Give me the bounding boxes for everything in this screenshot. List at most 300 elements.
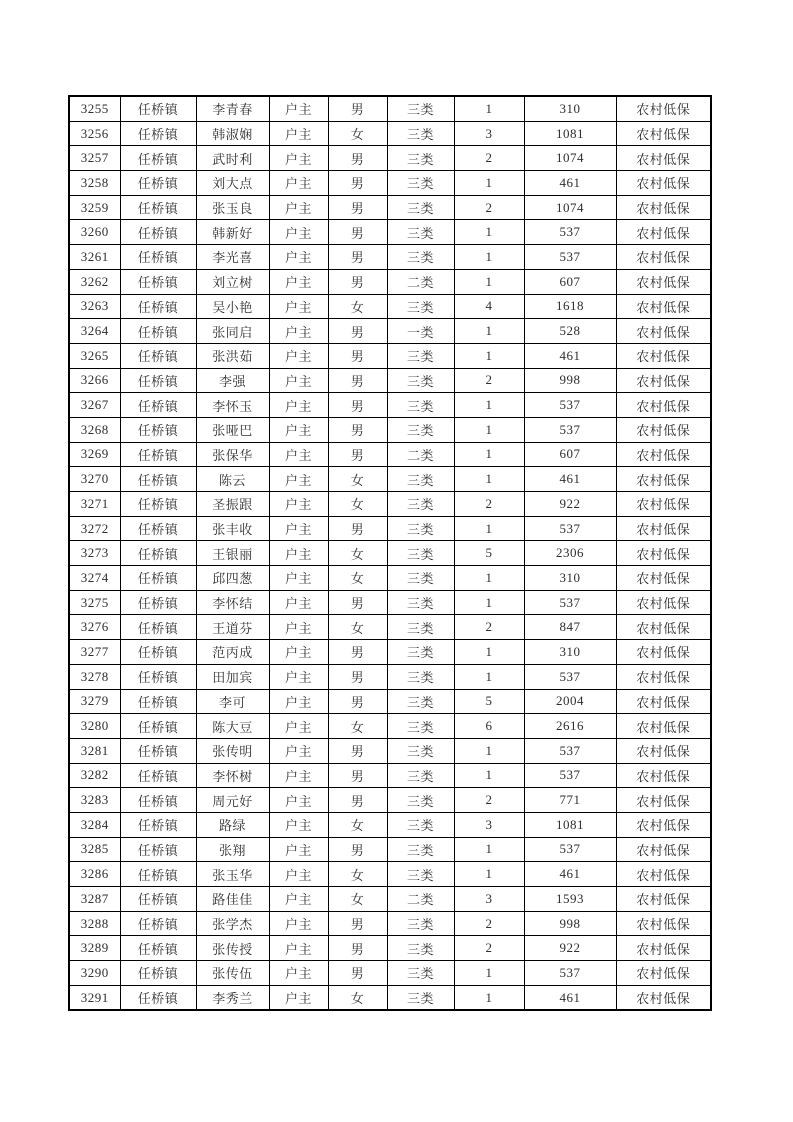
cell-aid_type: 农村低保 [616, 985, 711, 1010]
cell-gender: 男 [328, 788, 387, 813]
cell-relation: 户主 [269, 96, 328, 121]
cell-category: 三类 [387, 294, 454, 319]
table-row [69, 985, 711, 1010]
table-row [69, 566, 711, 591]
cell-persons: 5 [454, 689, 524, 714]
benefits-table [68, 95, 712, 1011]
cell-relation: 户主 [269, 294, 328, 319]
cell-town: 任桥镇 [120, 911, 196, 936]
cell-relation: 户主 [269, 220, 328, 245]
cell-aid_type: 农村低保 [616, 862, 711, 887]
cell-town: 任桥镇 [120, 763, 196, 788]
cell-persons: 2 [454, 492, 524, 517]
cell-persons: 3 [454, 121, 524, 146]
cell-category: 三类 [387, 195, 454, 220]
table-row [69, 738, 711, 763]
cell-id: 3263 [69, 294, 120, 319]
cell-town: 任桥镇 [120, 417, 196, 442]
cell-aid_type: 农村低保 [616, 812, 711, 837]
cell-town: 任桥镇 [120, 837, 196, 862]
cell-name: 张传授 [196, 936, 269, 961]
table-row [69, 936, 711, 961]
cell-relation: 户主 [269, 590, 328, 615]
cell-persons: 2 [454, 615, 524, 640]
cell-relation: 户主 [269, 492, 328, 517]
cell-persons: 1 [454, 985, 524, 1010]
cell-id: 3277 [69, 640, 120, 665]
cell-persons: 1 [454, 566, 524, 591]
cell-town: 任桥镇 [120, 269, 196, 294]
cell-id: 3260 [69, 220, 120, 245]
cell-gender: 女 [328, 887, 387, 912]
cell-id: 3274 [69, 566, 120, 591]
table-row [69, 442, 711, 467]
cell-id: 3281 [69, 738, 120, 763]
cell-category: 三类 [387, 689, 454, 714]
cell-aid_type: 农村低保 [616, 245, 711, 270]
cell-town: 任桥镇 [120, 887, 196, 912]
cell-amount: 537 [524, 393, 616, 418]
cell-relation: 户主 [269, 368, 328, 393]
cell-id: 3284 [69, 812, 120, 837]
cell-name: 刘大点 [196, 171, 269, 196]
cell-category: 三类 [387, 714, 454, 739]
cell-category: 三类 [387, 985, 454, 1010]
cell-amount: 2306 [524, 541, 616, 566]
cell-relation: 户主 [269, 343, 328, 368]
cell-category: 三类 [387, 541, 454, 566]
cell-relation: 户主 [269, 689, 328, 714]
cell-amount: 2004 [524, 689, 616, 714]
cell-aid_type: 农村低保 [616, 171, 711, 196]
cell-aid_type: 农村低保 [616, 319, 711, 344]
cell-id: 3287 [69, 887, 120, 912]
cell-aid_type: 农村低保 [616, 146, 711, 171]
cell-gender: 男 [328, 368, 387, 393]
cell-persons: 3 [454, 887, 524, 912]
cell-name: 张玉良 [196, 195, 269, 220]
cell-relation: 户主 [269, 417, 328, 442]
cell-category: 三类 [387, 837, 454, 862]
cell-aid_type: 农村低保 [616, 269, 711, 294]
cell-town: 任桥镇 [120, 121, 196, 146]
cell-gender: 男 [328, 146, 387, 171]
cell-id: 3270 [69, 467, 120, 492]
cell-gender: 男 [328, 763, 387, 788]
cell-town: 任桥镇 [120, 788, 196, 813]
cell-relation: 户主 [269, 664, 328, 689]
cell-id: 3258 [69, 171, 120, 196]
table-row [69, 911, 711, 936]
cell-relation: 户主 [269, 837, 328, 862]
cell-aid_type: 农村低保 [616, 294, 711, 319]
cell-town: 任桥镇 [120, 640, 196, 665]
cell-id: 3272 [69, 516, 120, 541]
cell-gender: 女 [328, 714, 387, 739]
cell-aid_type: 农村低保 [616, 541, 711, 566]
cell-amount: 528 [524, 319, 616, 344]
cell-amount: 998 [524, 911, 616, 936]
cell-id: 3290 [69, 961, 120, 986]
cell-name: 张玉华 [196, 862, 269, 887]
cell-name: 张保华 [196, 442, 269, 467]
cell-gender: 男 [328, 516, 387, 541]
cell-town: 任桥镇 [120, 171, 196, 196]
cell-id: 3268 [69, 417, 120, 442]
cell-aid_type: 农村低保 [616, 96, 711, 121]
cell-persons: 1 [454, 640, 524, 665]
cell-amount: 461 [524, 862, 616, 887]
cell-gender: 男 [328, 442, 387, 467]
cell-gender: 男 [328, 171, 387, 196]
cell-relation: 户主 [269, 714, 328, 739]
cell-id: 3264 [69, 319, 120, 344]
table-row [69, 961, 711, 986]
cell-gender: 女 [328, 812, 387, 837]
cell-relation: 户主 [269, 911, 328, 936]
cell-persons: 1 [454, 862, 524, 887]
cell-town: 任桥镇 [120, 714, 196, 739]
table-row [69, 887, 711, 912]
cell-id: 3261 [69, 245, 120, 270]
cell-category: 三类 [387, 343, 454, 368]
table-row [69, 368, 711, 393]
cell-amount: 1074 [524, 195, 616, 220]
cell-gender: 女 [328, 467, 387, 492]
cell-persons: 1 [454, 319, 524, 344]
cell-town: 任桥镇 [120, 541, 196, 566]
cell-persons: 1 [454, 467, 524, 492]
cell-persons: 1 [454, 516, 524, 541]
cell-town: 任桥镇 [120, 590, 196, 615]
table-row [69, 146, 711, 171]
cell-name: 李强 [196, 368, 269, 393]
cell-town: 任桥镇 [120, 738, 196, 763]
cell-name: 李青春 [196, 96, 269, 121]
table-row [69, 343, 711, 368]
cell-persons: 2 [454, 911, 524, 936]
table-row [69, 516, 711, 541]
cell-amount: 1593 [524, 887, 616, 912]
cell-gender: 男 [328, 936, 387, 961]
cell-amount: 461 [524, 171, 616, 196]
cell-category: 三类 [387, 146, 454, 171]
cell-category: 三类 [387, 417, 454, 442]
cell-gender: 女 [328, 985, 387, 1010]
cell-relation: 户主 [269, 121, 328, 146]
cell-town: 任桥镇 [120, 615, 196, 640]
cell-category: 三类 [387, 788, 454, 813]
cell-town: 任桥镇 [120, 319, 196, 344]
cell-relation: 户主 [269, 985, 328, 1010]
cell-aid_type: 农村低保 [616, 961, 711, 986]
cell-amount: 461 [524, 985, 616, 1010]
cell-amount: 310 [524, 566, 616, 591]
cell-amount: 537 [524, 516, 616, 541]
cell-persons: 1 [454, 961, 524, 986]
cell-relation: 户主 [269, 195, 328, 220]
cell-town: 任桥镇 [120, 343, 196, 368]
cell-persons: 1 [454, 417, 524, 442]
cell-category: 三类 [387, 245, 454, 270]
cell-name: 吴小艳 [196, 294, 269, 319]
cell-id: 3255 [69, 96, 120, 121]
cell-id: 3278 [69, 664, 120, 689]
cell-town: 任桥镇 [120, 862, 196, 887]
table-row [69, 96, 711, 121]
cell-name: 王道芬 [196, 615, 269, 640]
cell-gender: 男 [328, 220, 387, 245]
cell-name: 陈大豆 [196, 714, 269, 739]
cell-gender: 男 [328, 319, 387, 344]
cell-relation: 户主 [269, 541, 328, 566]
cell-persons: 2 [454, 788, 524, 813]
cell-gender: 男 [328, 343, 387, 368]
cell-name: 李怀玉 [196, 393, 269, 418]
cell-town: 任桥镇 [120, 985, 196, 1010]
table-row [69, 763, 711, 788]
cell-id: 3271 [69, 492, 120, 517]
cell-id: 3282 [69, 763, 120, 788]
cell-name: 李可 [196, 689, 269, 714]
cell-relation: 户主 [269, 146, 328, 171]
cell-aid_type: 农村低保 [616, 664, 711, 689]
cell-persons: 2 [454, 368, 524, 393]
cell-name: 路佳佳 [196, 887, 269, 912]
table-row [69, 541, 711, 566]
table-row [69, 640, 711, 665]
cell-persons: 1 [454, 664, 524, 689]
cell-category: 三类 [387, 664, 454, 689]
cell-name: 张翔 [196, 837, 269, 862]
cell-category: 三类 [387, 936, 454, 961]
cell-category: 三类 [387, 171, 454, 196]
cell-town: 任桥镇 [120, 368, 196, 393]
cell-amount: 847 [524, 615, 616, 640]
table-row [69, 121, 711, 146]
cell-gender: 男 [328, 911, 387, 936]
cell-id: 3266 [69, 368, 120, 393]
cell-name: 圣振跟 [196, 492, 269, 517]
cell-category: 二类 [387, 269, 454, 294]
cell-relation: 户主 [269, 862, 328, 887]
cell-gender: 女 [328, 566, 387, 591]
cell-category: 三类 [387, 812, 454, 837]
cell-town: 任桥镇 [120, 812, 196, 837]
table-row [69, 812, 711, 837]
cell-category: 一类 [387, 319, 454, 344]
table-row [69, 294, 711, 319]
cell-gender: 男 [328, 195, 387, 220]
cell-id: 3259 [69, 195, 120, 220]
cell-relation: 户主 [269, 788, 328, 813]
cell-id: 3275 [69, 590, 120, 615]
cell-persons: 1 [454, 763, 524, 788]
cell-name: 李光喜 [196, 245, 269, 270]
cell-id: 3262 [69, 269, 120, 294]
cell-name: 李秀兰 [196, 985, 269, 1010]
cell-relation: 户主 [269, 319, 328, 344]
cell-persons: 1 [454, 738, 524, 763]
cell-id: 3286 [69, 862, 120, 887]
cell-persons: 2 [454, 146, 524, 171]
table-row [69, 689, 711, 714]
cell-amount: 922 [524, 492, 616, 517]
cell-id: 3288 [69, 911, 120, 936]
table-row [69, 788, 711, 813]
cell-persons: 1 [454, 393, 524, 418]
cell-town: 任桥镇 [120, 961, 196, 986]
cell-persons: 1 [454, 269, 524, 294]
cell-persons: 3 [454, 812, 524, 837]
cell-gender: 女 [328, 615, 387, 640]
cell-persons: 1 [454, 442, 524, 467]
cell-name: 田加宾 [196, 664, 269, 689]
cell-gender: 男 [328, 664, 387, 689]
cell-gender: 男 [328, 640, 387, 665]
cell-name: 李怀树 [196, 763, 269, 788]
cell-id: 3291 [69, 985, 120, 1010]
cell-name: 韩新好 [196, 220, 269, 245]
cell-aid_type: 农村低保 [616, 343, 711, 368]
cell-aid_type: 农村低保 [616, 837, 711, 862]
cell-relation: 户主 [269, 269, 328, 294]
table-row [69, 664, 711, 689]
cell-id: 3256 [69, 121, 120, 146]
cell-aid_type: 农村低保 [616, 121, 711, 146]
cell-aid_type: 农村低保 [616, 417, 711, 442]
cell-persons: 1 [454, 171, 524, 196]
table-row [69, 615, 711, 640]
cell-aid_type: 农村低保 [616, 516, 711, 541]
cell-id: 3276 [69, 615, 120, 640]
cell-aid_type: 农村低保 [616, 640, 711, 665]
cell-persons: 1 [454, 220, 524, 245]
cell-gender: 女 [328, 121, 387, 146]
cell-town: 任桥镇 [120, 195, 196, 220]
table-row [69, 269, 711, 294]
cell-relation: 户主 [269, 566, 328, 591]
cell-amount: 607 [524, 269, 616, 294]
cell-category: 三类 [387, 393, 454, 418]
cell-name: 张同启 [196, 319, 269, 344]
cell-town: 任桥镇 [120, 516, 196, 541]
cell-category: 三类 [387, 220, 454, 245]
cell-gender: 女 [328, 492, 387, 517]
cell-relation: 户主 [269, 245, 328, 270]
cell-gender: 男 [328, 837, 387, 862]
cell-amount: 1081 [524, 121, 616, 146]
cell-town: 任桥镇 [120, 664, 196, 689]
table-row [69, 319, 711, 344]
cell-persons: 2 [454, 195, 524, 220]
cell-amount: 537 [524, 590, 616, 615]
cell-id: 3279 [69, 689, 120, 714]
cell-aid_type: 农村低保 [616, 689, 711, 714]
cell-id: 3273 [69, 541, 120, 566]
cell-gender: 男 [328, 269, 387, 294]
cell-aid_type: 农村低保 [616, 393, 711, 418]
cell-aid_type: 农村低保 [616, 714, 711, 739]
cell-name: 张传伍 [196, 961, 269, 986]
cell-relation: 户主 [269, 442, 328, 467]
cell-gender: 男 [328, 393, 387, 418]
cell-persons: 1 [454, 245, 524, 270]
table-row [69, 467, 711, 492]
cell-amount: 922 [524, 936, 616, 961]
cell-amount: 1081 [524, 812, 616, 837]
cell-amount: 537 [524, 245, 616, 270]
cell-relation: 户主 [269, 887, 328, 912]
cell-amount: 537 [524, 220, 616, 245]
cell-category: 三类 [387, 516, 454, 541]
cell-id: 3283 [69, 788, 120, 813]
cell-gender: 男 [328, 689, 387, 714]
cell-category: 三类 [387, 368, 454, 393]
cell-gender: 男 [328, 590, 387, 615]
cell-amount: 461 [524, 343, 616, 368]
cell-aid_type: 农村低保 [616, 467, 711, 492]
cell-amount: 771 [524, 788, 616, 813]
cell-persons: 6 [454, 714, 524, 739]
cell-town: 任桥镇 [120, 936, 196, 961]
cell-category: 二类 [387, 887, 454, 912]
cell-aid_type: 农村低保 [616, 492, 711, 517]
cell-id: 3289 [69, 936, 120, 961]
cell-gender: 男 [328, 738, 387, 763]
cell-category: 三类 [387, 911, 454, 936]
cell-gender: 男 [328, 961, 387, 986]
cell-aid_type: 农村低保 [616, 590, 711, 615]
cell-aid_type: 农村低保 [616, 442, 711, 467]
cell-name: 张哑巴 [196, 417, 269, 442]
cell-aid_type: 农村低保 [616, 911, 711, 936]
cell-relation: 户主 [269, 615, 328, 640]
cell-id: 3280 [69, 714, 120, 739]
cell-category: 三类 [387, 615, 454, 640]
cell-amount: 310 [524, 96, 616, 121]
table-row [69, 862, 711, 887]
table-body [69, 96, 711, 1010]
cell-gender: 女 [328, 541, 387, 566]
cell-gender: 男 [328, 96, 387, 121]
cell-aid_type: 农村低保 [616, 887, 711, 912]
cell-category: 三类 [387, 738, 454, 763]
cell-town: 任桥镇 [120, 566, 196, 591]
cell-category: 三类 [387, 763, 454, 788]
cell-aid_type: 农村低保 [616, 195, 711, 220]
cell-persons: 1 [454, 343, 524, 368]
table-row [69, 195, 711, 220]
cell-name: 韩淑娴 [196, 121, 269, 146]
cell-category: 三类 [387, 566, 454, 591]
table-row [69, 393, 711, 418]
cell-relation: 户主 [269, 812, 328, 837]
cell-name: 李怀结 [196, 590, 269, 615]
cell-persons: 4 [454, 294, 524, 319]
cell-aid_type: 农村低保 [616, 763, 711, 788]
cell-relation: 户主 [269, 738, 328, 763]
cell-amount: 537 [524, 738, 616, 763]
cell-aid_type: 农村低保 [616, 566, 711, 591]
cell-name: 路绿 [196, 812, 269, 837]
cell-name: 周元好 [196, 788, 269, 813]
cell-relation: 户主 [269, 961, 328, 986]
cell-amount: 537 [524, 664, 616, 689]
cell-amount: 537 [524, 837, 616, 862]
cell-name: 陈云 [196, 467, 269, 492]
cell-relation: 户主 [269, 936, 328, 961]
